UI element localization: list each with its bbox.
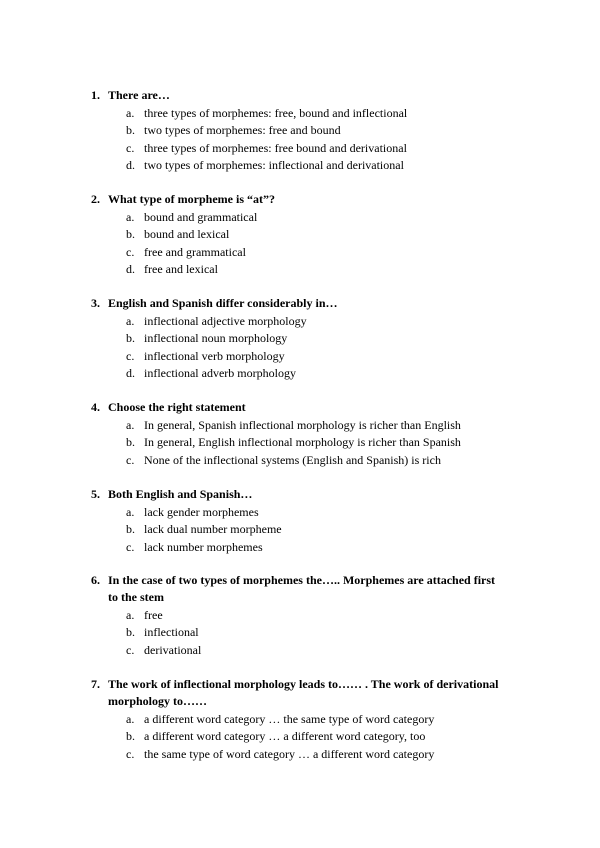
- question-number: 2.: [91, 192, 100, 206]
- option-letter: a.: [126, 712, 135, 726]
- question-6: [0, 572, 600, 659]
- question-number: 5.: [91, 487, 100, 501]
- option-letter: d.: [126, 157, 135, 172]
- option-letter: b.: [126, 227, 135, 242]
- option-d: [0, 157, 600, 174]
- option-text: free: [144, 608, 163, 622]
- option-text: two types of morphemes: inflectional and derivational: [144, 157, 404, 172]
- option-c: [0, 244, 600, 261]
- question-2: [0, 191, 600, 278]
- question-header: [0, 87, 600, 104]
- option-letter: d.: [126, 365, 135, 380]
- option-a: [0, 105, 600, 122]
- question-header: [0, 572, 600, 606]
- question-text: In the case of two types of morphemes the….. Morphemes are attached first to the stem: [108, 573, 496, 604]
- option-b: [0, 226, 600, 243]
- option-text: bound and grammatical: [144, 210, 258, 224]
- option-b: [0, 434, 600, 451]
- options-list: [0, 711, 600, 763]
- option-text: In general, English inflectional morphology is richer than Spanish: [144, 435, 461, 450]
- options-list: [0, 313, 600, 382]
- option-text: inflectional adverb morphology: [144, 365, 296, 380]
- question-text: The work of inflectional morphology leads to…… . The work of derivational morphology to……: [108, 677, 499, 708]
- option-text: derivational: [144, 642, 202, 657]
- option-c: [0, 642, 600, 659]
- option-a: [0, 417, 600, 434]
- option-d: [0, 261, 600, 278]
- question-header: [0, 486, 600, 503]
- option-text: three types of morphemes: free bound and derivational: [144, 140, 407, 155]
- option-c: [0, 539, 600, 556]
- option-text: None of the inflectional systems (English and Spanish) is rich: [144, 452, 441, 467]
- question-text: English and Spanish differ considerably in…: [108, 296, 338, 310]
- option-letter: c.: [126, 348, 135, 363]
- option-text: free and lexical: [144, 261, 218, 276]
- option-letter: a.: [126, 505, 135, 519]
- option-letter: b.: [126, 522, 135, 537]
- question-number: 6.: [91, 573, 100, 587]
- option-letter: a.: [126, 210, 135, 224]
- options-list: [0, 105, 600, 174]
- option-text: a different word category … the same type of word category: [144, 712, 435, 726]
- question-7: [0, 676, 600, 763]
- option-b: [0, 330, 600, 347]
- option-text: three types of morphemes: free, bound and inflectional: [144, 106, 408, 120]
- option-b: [0, 521, 600, 538]
- option-b: [0, 624, 600, 641]
- option-letter: a.: [126, 608, 135, 622]
- options-list: [0, 607, 600, 659]
- option-letter: a.: [126, 418, 135, 432]
- option-text: inflectional noun morphology: [144, 331, 288, 346]
- option-letter: c.: [126, 746, 135, 761]
- question-text: Both English and Spanish…: [108, 487, 253, 501]
- options-list: [0, 417, 600, 469]
- question-number: 4.: [91, 400, 100, 414]
- option-text: lack number morphemes: [144, 539, 263, 554]
- option-letter: c.: [126, 452, 135, 467]
- option-text: inflectional: [144, 625, 199, 640]
- question-header: [0, 191, 600, 208]
- option-b: [0, 728, 600, 745]
- option-a: [0, 313, 600, 330]
- question-number: 1.: [91, 88, 100, 102]
- question-header: [0, 399, 600, 416]
- option-b: [0, 122, 600, 139]
- question-header: [0, 676, 600, 710]
- option-text: lack gender morphemes: [144, 505, 259, 519]
- option-letter: b.: [126, 123, 135, 138]
- option-text: a different word category … a different word category, too: [144, 729, 426, 744]
- option-c: [0, 746, 600, 763]
- question-3: [0, 295, 600, 382]
- question-number: 7.: [91, 677, 100, 691]
- option-text: lack dual number morpheme: [144, 522, 282, 537]
- option-text: two types of morphemes: free and bound: [144, 123, 341, 138]
- option-letter: c.: [126, 642, 135, 657]
- option-c: [0, 140, 600, 157]
- option-letter: b.: [126, 331, 135, 346]
- option-letter: b.: [126, 729, 135, 744]
- option-text: free and grammatical: [144, 244, 246, 259]
- option-text: inflectional verb morphology: [144, 348, 285, 363]
- option-a: [0, 711, 600, 728]
- question-header: [0, 295, 600, 312]
- option-a: [0, 504, 600, 521]
- question-4: [0, 399, 600, 469]
- option-letter: c.: [126, 244, 135, 259]
- question-text: Choose the right statement: [108, 400, 246, 414]
- option-letter: c.: [126, 539, 135, 554]
- options-list: [0, 209, 600, 278]
- option-text: the same type of word category … a different word category: [144, 746, 435, 761]
- option-letter: d.: [126, 261, 135, 276]
- option-c: [0, 348, 600, 365]
- option-text: In general, Spanish inflectional morphology is richer than English: [144, 418, 461, 432]
- option-letter: a.: [126, 314, 135, 328]
- option-letter: a.: [126, 106, 135, 120]
- question-number: 3.: [91, 296, 100, 310]
- question-1: [0, 87, 600, 174]
- option-letter: b.: [126, 625, 135, 640]
- option-letter: b.: [126, 435, 135, 450]
- question-text: What type of morpheme is “at”?: [108, 192, 275, 206]
- options-list: [0, 504, 600, 556]
- option-text: inflectional adjective morphology: [144, 314, 307, 328]
- option-d: [0, 365, 600, 382]
- option-a: [0, 607, 600, 624]
- option-letter: c.: [126, 140, 135, 155]
- option-c: [0, 452, 600, 469]
- question-text: There are…: [108, 88, 170, 102]
- question-5: [0, 486, 600, 556]
- option-text: bound and lexical: [144, 227, 230, 242]
- option-a: [0, 209, 600, 226]
